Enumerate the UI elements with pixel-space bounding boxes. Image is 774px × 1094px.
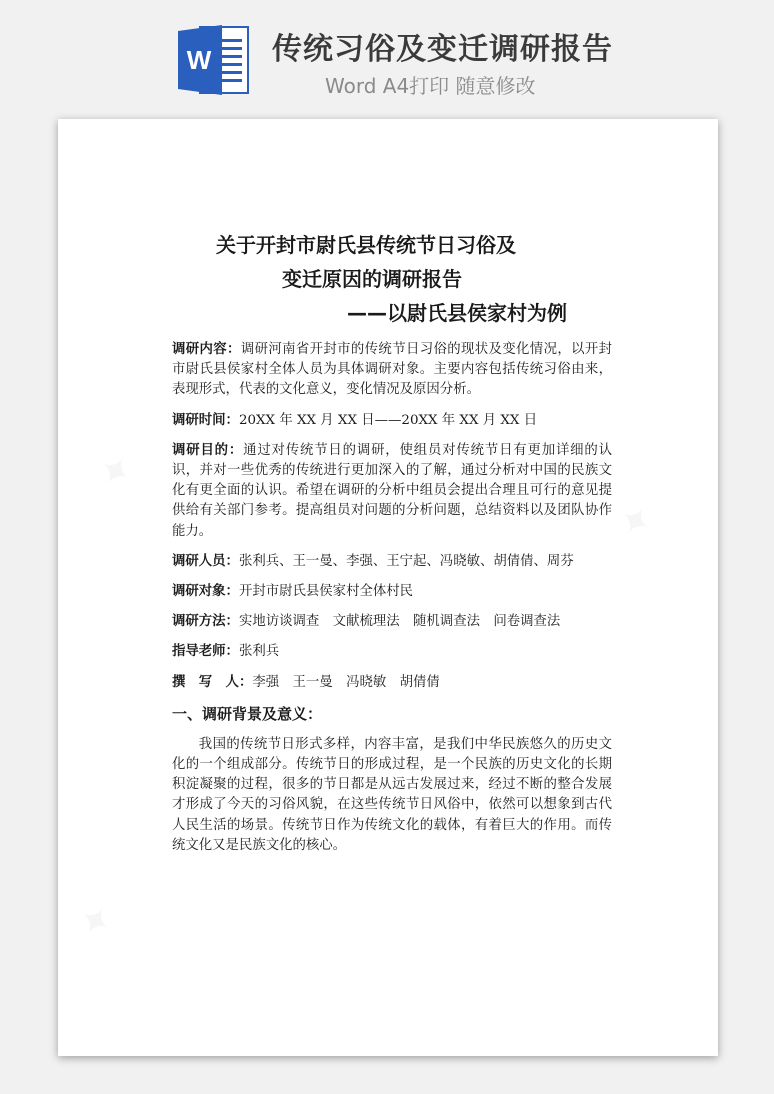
document-body [172, 228, 612, 856]
field-label: 调研目的： [172, 442, 244, 458]
field-methods [172, 612, 612, 632]
field-content [172, 340, 612, 401]
field-label: 调研内容： [172, 342, 241, 357]
field-advisor [172, 642, 612, 662]
field-label: 调研时间： [172, 412, 239, 428]
watermark [69, 894, 121, 951]
field-value: 李强 王一曼 冯晓敏 胡倩倩 [252, 674, 440, 690]
field-value: 实地访谈调查 文献梳理法 随机调查法 问卷调查法 [238, 614, 561, 630]
doc-title-line-2: 变迁原因的调研报告 [282, 267, 462, 291]
field-value: 张利兵 [238, 644, 280, 660]
field-subjects [172, 582, 612, 602]
header-banner [0, 0, 774, 110]
field-label: 调研对象： [172, 584, 239, 600]
banner-title: 传统习俗及变迁调研报告 [272, 32, 613, 67]
field-label: 撰 写 人： [172, 674, 253, 690]
section-body: 我国的传统节日形式多样，内容丰富，是我们中华民族悠久的历史文化的一个组成部分。传统节日的形成过程，是一个民族的历史文化的长期积淀凝聚的过程，很多的节日都是从远古发展过来，经过不断的整合发展才形成了今天的习俗风貌，在这些传统节日风俗中，依然可以想象到古代人民生活的场景。传统节日作为传统文化的载体，有着巨大的作用。而传统文化又是民族文化的核心。 [172, 736, 612, 853]
field-value: 20XX 年 XX 月 XX 日——20XX 年 XX 月 XX 日 [238, 412, 538, 428]
field-value: 开封市尉氏县侯家村全体村民 [238, 584, 414, 600]
field-value: 通过对传统节日的调研，使组员对传统节日有更加详细的认识，并对一些优秀的传统进行更加深入的了解，通过分析对中国的民族文化有更全面的认识。希望在调研的分析中组员会提出合理且可行的意见提供给有关部门参考。提高组员对问题的分析问题，总结资料以及团队协作能力。 [172, 442, 613, 539]
doc-title-line-1: 关于开封市尉氏县传统节日习俗及 [216, 233, 516, 257]
field-purpose [172, 441, 612, 542]
field-time [172, 411, 612, 431]
banner-subtitle: Word A4打印 随意修改 [325, 74, 536, 98]
field-label: 调研方法： [172, 614, 239, 630]
watermark [89, 444, 141, 501]
word-document-icon [178, 23, 250, 97]
watermark [609, 494, 661, 551]
field-value: 调研河南省开封市的传统节日习俗的现状及变化情况，以开封市尉氏县侯家村全体人员为具体调研对象。主要内容包括传统习俗由来，表现形式，代表的文化意义，变化情况及原因分析。 [172, 342, 613, 398]
section-heading: 一、调研背景及意义： [172, 704, 323, 723]
field-value: 张利兵、王一曼、李强、王宁起、冯晓敏、胡倩倩、周芬 [238, 553, 574, 569]
word-icon-letter: W [186, 45, 212, 75]
field-members [172, 552, 612, 572]
document-page [58, 119, 718, 1056]
field-label: 指导老师： [172, 644, 239, 660]
field-label: 调研人员： [172, 553, 239, 569]
doc-subtitle: ——以尉氏县侯家村为例 [347, 301, 567, 325]
field-authors [172, 673, 612, 693]
